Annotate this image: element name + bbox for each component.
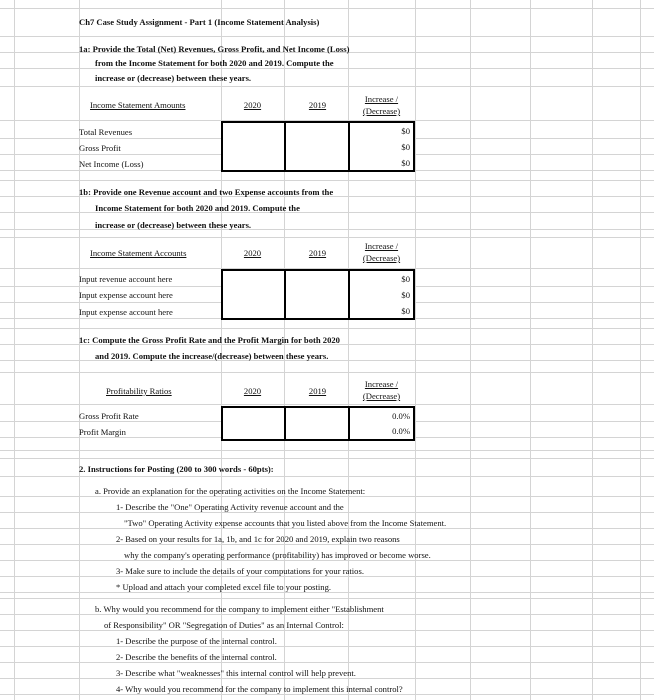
instructions-b-line-1: b. Why would you recommend for the company to implement either "Establishment <box>95 604 384 614</box>
section-1b-line-1: 1b: Provide one Revenue account and two Expense accounts from the <box>79 187 334 197</box>
grid-column-line <box>470 0 471 700</box>
table-1b-header-label: Income Statement Accounts <box>90 248 187 258</box>
grid-row-line <box>0 662 654 663</box>
table-1a-row-3-label: Net Income (Loss) <box>79 159 144 169</box>
grid-row-line <box>0 237 654 238</box>
table-1a-header-2019: 2019 <box>308 100 327 110</box>
grid-row-line <box>0 450 654 451</box>
table-1b-2019-input-box[interactable] <box>284 269 350 320</box>
instructions-a-line-3: "Two" Operating Activity expense accounts that you listed above from the Income Statement. <box>124 518 447 528</box>
table-1a-header-change-2: (Decrease) <box>362 106 401 116</box>
section-1a-line-2: from the Income Statement for both 2020 and 2019. Compute the <box>95 58 334 68</box>
section-1c-line-1: 1c: Compute the Gross Profit Rate and the Profit Margin for both 2020 <box>79 335 340 345</box>
instructions-b-line-5: 3- Describe what "weaknesses" this internal control will help prevent. <box>116 668 356 678</box>
section-1b-line-3: increase or (decrease) between these years. <box>95 220 252 230</box>
grid-column-line <box>530 0 531 700</box>
table-1b-row-3-label: Input expense account here <box>79 307 173 317</box>
table-1b-2020-input-box[interactable] <box>221 269 286 320</box>
table-1a-row-2-change: $0 <box>401 142 410 152</box>
grid-row-line <box>0 328 654 329</box>
table-1a-2019-input-box[interactable] <box>284 121 350 172</box>
table-1a-header-2020: 2020 <box>243 100 262 110</box>
section-1b-line-2: Income Statement for both 2020 and 2019. Compute the <box>95 203 300 213</box>
instructions-b-line-6: 4- Why would you recommend for the company to implement this internal control? <box>116 684 403 694</box>
grid-column-line <box>79 0 80 700</box>
instructions-a-line-4: 2- Based on your results for 1a, 1b, and 1c for 2020 and 2019, explain two reasons <box>116 534 400 544</box>
table-1c-row-1-change: 0.0% <box>392 411 410 421</box>
table-1c-row-2-change: 0.0% <box>392 426 410 436</box>
table-1c-header-change-2: (Decrease) <box>362 391 401 401</box>
table-1a-row-1-change: $0 <box>401 126 410 136</box>
table-1a-row-2-label: Gross Profit <box>79 143 121 153</box>
instructions-a-line-1: a. Provide an explanation for the operating activities on the Income Statement: <box>95 486 366 496</box>
table-1b-header-2019: 2019 <box>308 248 327 258</box>
table-1c-row-2-label: Profit Margin <box>79 427 126 437</box>
table-1b-row-2-label: Input expense account here <box>79 290 173 300</box>
table-1b-change-box <box>348 269 415 320</box>
instructions-heading: 2. Instructions for Posting (200 to 300 words - 60pts): <box>79 464 274 474</box>
grid-row-line <box>0 404 654 405</box>
grid-column-line <box>415 0 416 700</box>
table-1b-header-change-2: (Decrease) <box>362 253 401 263</box>
instructions-b-line-4: 2- Describe the benefits of the internal control. <box>116 652 277 662</box>
instructions-a-line-6: 3- Make sure to include the details of your computations for your ratios. <box>116 566 364 576</box>
grid-row-line <box>0 458 654 459</box>
grid-row-line <box>0 372 654 373</box>
grid-column-line <box>14 0 15 700</box>
table-1b-header-2020: 2020 <box>243 248 262 258</box>
table-1c-row-1-label: Gross Profit Rate <box>79 411 139 421</box>
grid-row-line <box>0 476 654 477</box>
table-1c-header-2020: 2020 <box>243 386 262 396</box>
grid-column-line <box>592 0 593 700</box>
table-1a-2020-input-box[interactable] <box>221 121 286 172</box>
instructions-b-line-2: of Responsibility" OR "Segregation of Duties" as an Internal Control: <box>104 620 344 630</box>
grid-row-line <box>0 180 654 181</box>
page-title: Ch7 Case Study Assignment - Part 1 (Income Statement Analysis) <box>79 17 320 27</box>
section-1a-line-3: increase or (decrease) between these years. <box>95 73 252 83</box>
table-1b-row-1-label: Input revenue account here <box>79 274 173 284</box>
table-1c-header-change-1: Increase / <box>364 379 399 389</box>
grid-row-line <box>0 598 654 599</box>
table-1a-header-label: Income Statement Amounts <box>90 100 186 110</box>
grid-column-line <box>640 0 641 700</box>
instructions-a-line-5: why the company's operating performance (profitability) has improved or become worse. <box>124 550 431 560</box>
grid-row-line <box>0 36 654 37</box>
table-1b-header-change-1: Increase / <box>364 241 399 251</box>
table-1c-header-2019: 2019 <box>308 386 327 396</box>
section-1c-line-2: and 2019. Compute the increase/(decrease) between these years. <box>95 351 329 361</box>
table-1a-row-1-label: Total Revenues <box>79 127 133 137</box>
grid-row-line <box>0 8 654 9</box>
table-1c-2020-input-box[interactable] <box>221 406 286 441</box>
grid-row-line <box>0 646 654 647</box>
grid-row-line <box>0 86 654 87</box>
section-1a-line-1: 1a: Provide the Total (Net) Revenues, Gross Profit, and Net Income (Loss) <box>79 44 350 54</box>
table-1c-header-label: Profitability Ratios <box>106 386 172 396</box>
table-1b-row-3-change: $0 <box>401 306 410 316</box>
table-1a-change-box <box>348 121 415 172</box>
instructions-a-line-2: 1- Describe the "One" Operating Activity revenue account and the <box>116 502 344 512</box>
table-1c-2019-input-box[interactable] <box>284 406 350 441</box>
table-1b-row-1-change: $0 <box>401 274 410 284</box>
instructions-b-line-3: 1- Describe the purpose of the internal control. <box>116 636 277 646</box>
table-1b-row-2-change: $0 <box>401 290 410 300</box>
table-1a-row-3-change: $0 <box>401 158 410 168</box>
table-1a-header-change-1: Increase / <box>364 94 399 104</box>
instructions-a-line-7: * Upload and attach your completed excel file to your posting. <box>116 582 332 592</box>
table-1c-change-box <box>348 406 415 441</box>
